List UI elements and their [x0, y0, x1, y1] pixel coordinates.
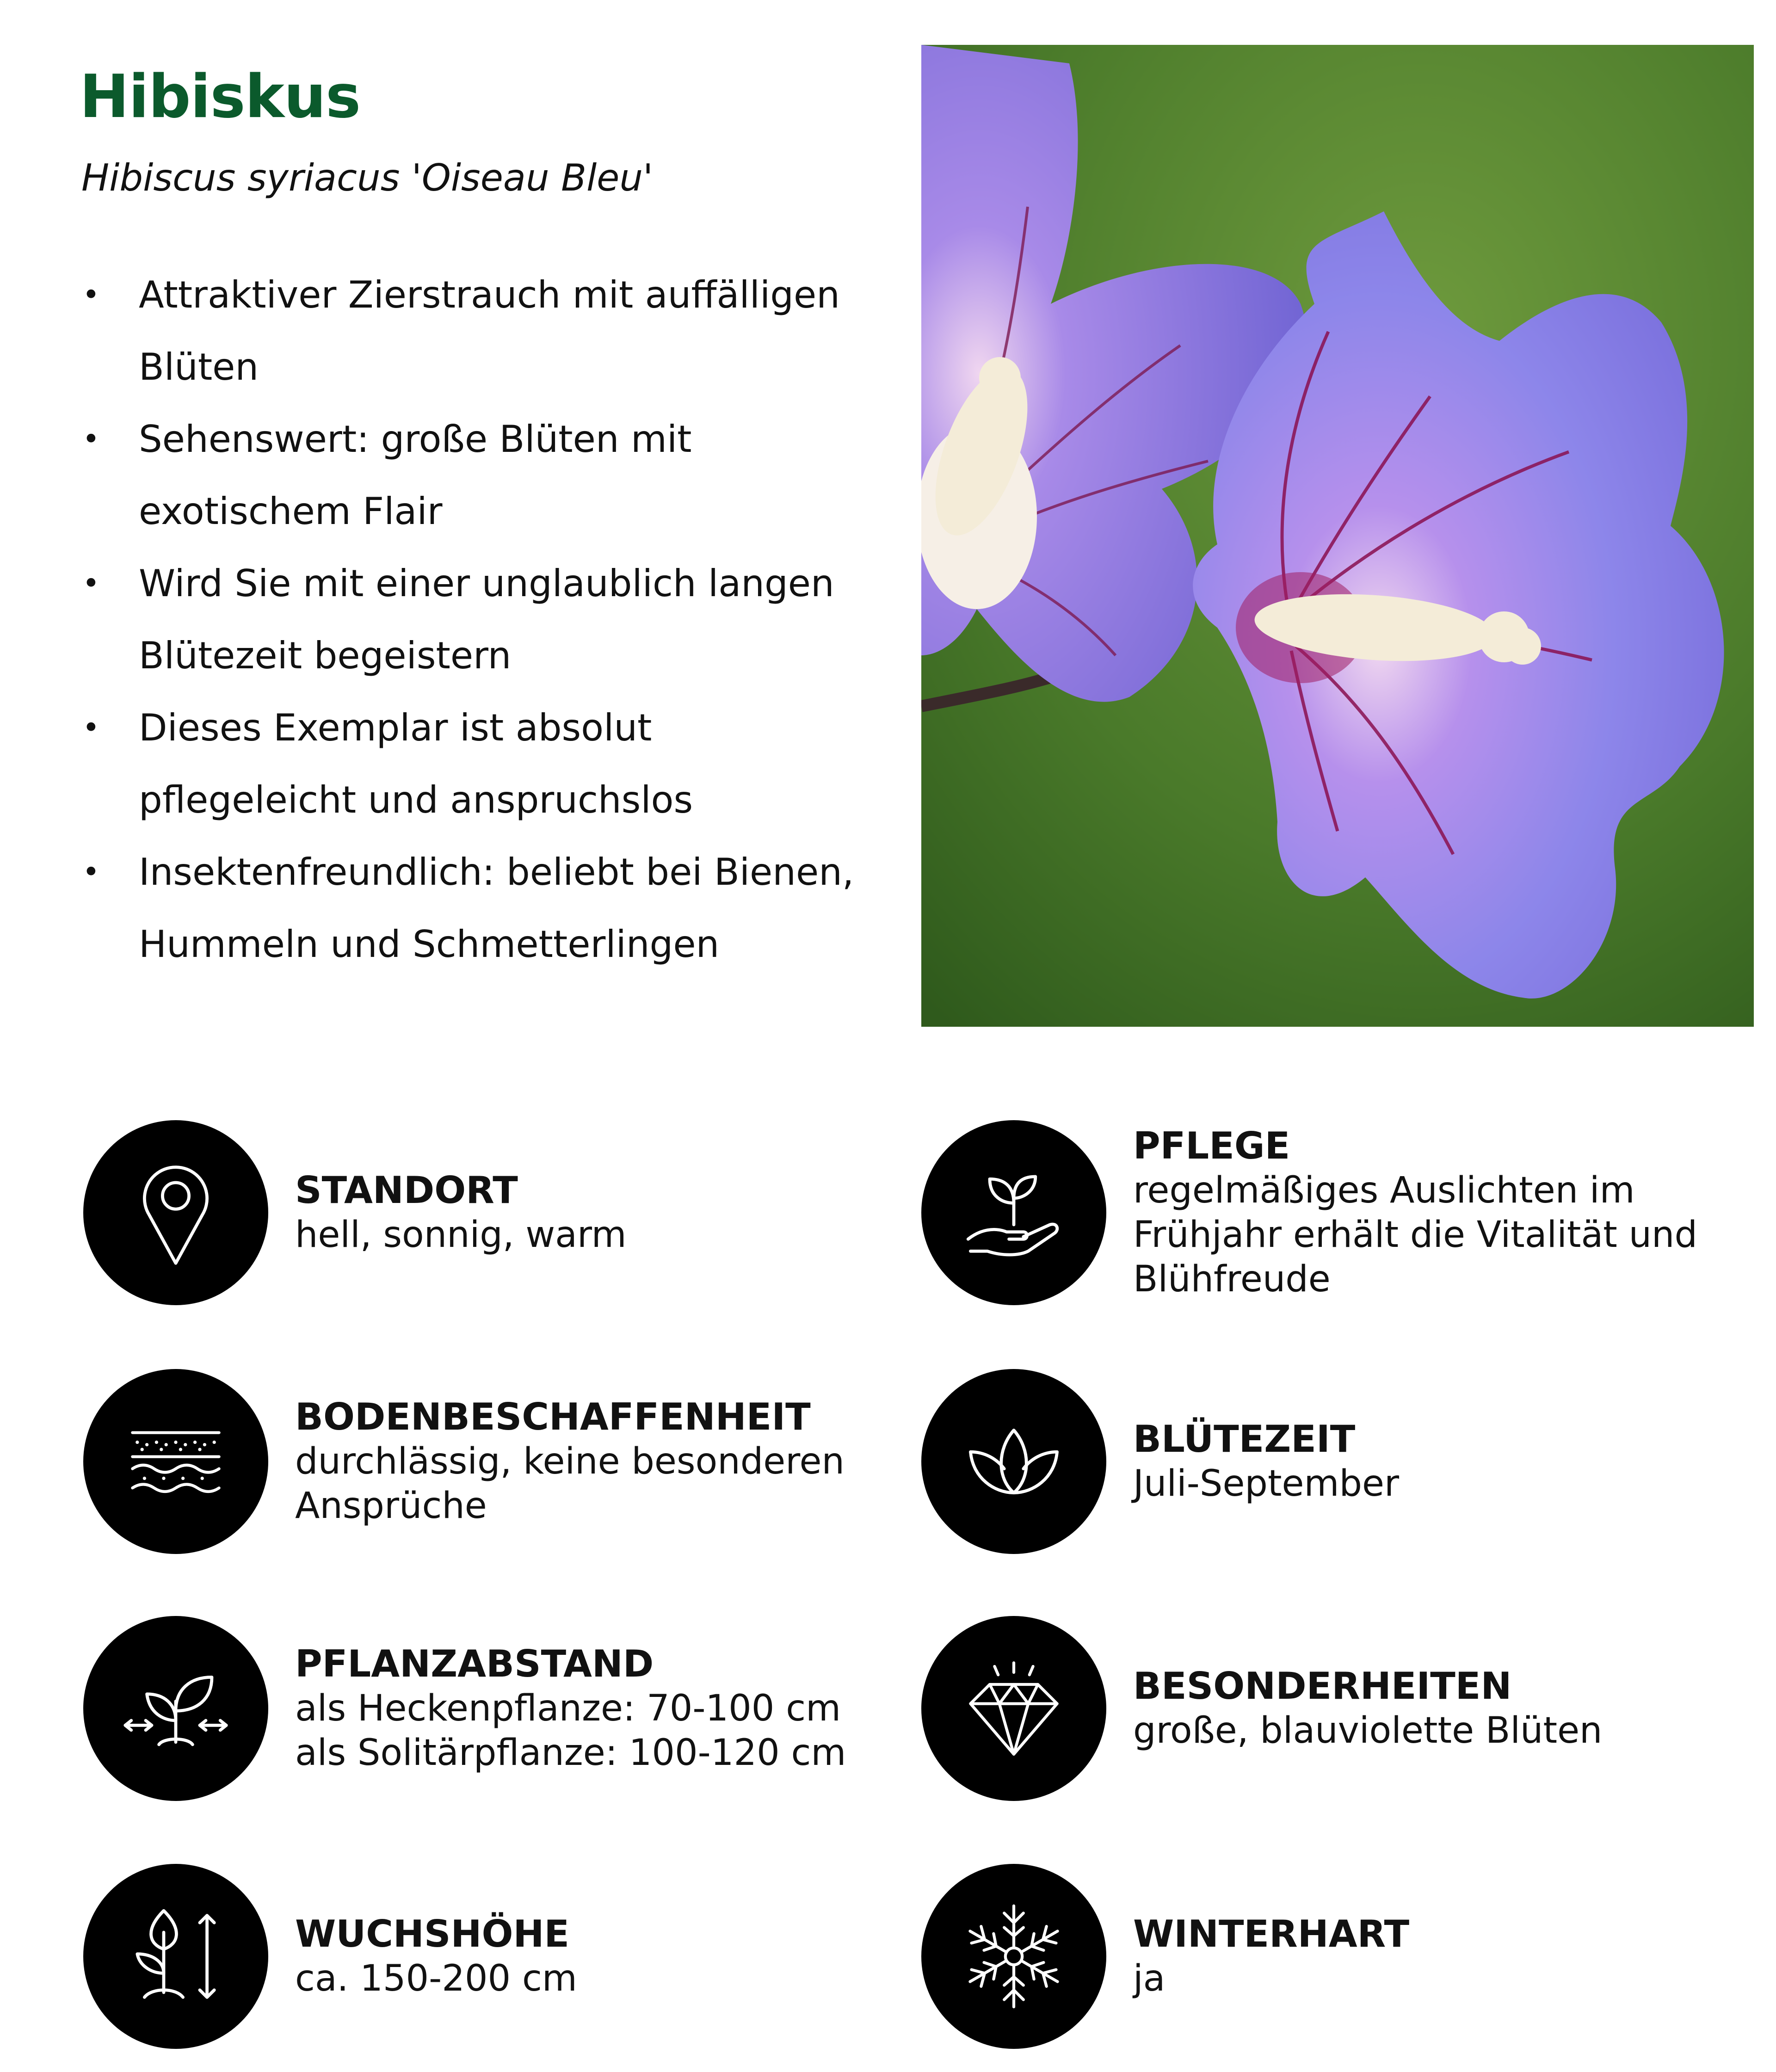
- feature-value: hell, sonnig, warm: [295, 1214, 627, 1256]
- hibiscus-flower-image: [921, 45, 1754, 1027]
- feature-value-solitary: als Solitärpflanze: 100-120 cm: [295, 1732, 846, 1774]
- bullet-item: • Insektenfreundlich: beliebt bei Bienen, Hummeln und Schmetterlingen: [79, 836, 865, 980]
- product-title: Hibiskus: [80, 62, 361, 131]
- feature-heading: BESONDERHEITEN: [1133, 1665, 1512, 1708]
- seedling-hand-icon: [921, 1120, 1106, 1305]
- feature-bodenbeschaffenheit: [83, 1369, 906, 1554]
- feature-besonderheiten: [921, 1616, 1745, 1801]
- snowflake-icon: [921, 1864, 1106, 2049]
- feature-winterhart: [921, 1864, 1745, 2049]
- feature-wuchshoehe: [83, 1864, 906, 2049]
- hibiscus-photo: [921, 45, 1754, 1027]
- feature-bluetezeit: [921, 1369, 1745, 1554]
- soil-layers-icon: [83, 1369, 268, 1554]
- feature-value: durchlässig, keine besonderen Ansprüche: [295, 1441, 845, 1527]
- diamond-icon: [921, 1616, 1106, 1801]
- feature-bullet-list: [79, 259, 865, 980]
- bullet-item: • Sehenswert: große Blüten mit exotischem Flair: [79, 403, 865, 548]
- feature-heading: PFLEGE: [1133, 1124, 1290, 1167]
- bullet-item: • Attraktiver Zierstrauch mit auffälligen Blüten: [79, 259, 865, 403]
- feature-standort: [83, 1120, 906, 1305]
- location-pin-icon: [83, 1120, 268, 1305]
- feature-value: ja: [1133, 1958, 1166, 1999]
- feature-value: regelmäßiges Auslichten im Frühjahr erhält die Vitalität und Blühfreude: [1133, 1170, 1698, 1300]
- feature-heading: WUCHSHÖHE: [295, 1912, 570, 1955]
- feature-value: große, blauviolette Blüten: [1133, 1710, 1603, 1751]
- feature-value: ca. 150-200 cm: [295, 1958, 577, 1999]
- feature-heading: WINTERHART: [1133, 1912, 1410, 1955]
- feature-value: Juli-September: [1133, 1463, 1400, 1505]
- bullet-item: • Dieses Exemplar ist absolut pflegeleicht und anspruchslos: [79, 692, 865, 836]
- feature-pflanzabstand: [83, 1616, 906, 1801]
- feature-heading: PFLANZABSTAND: [295, 1642, 654, 1685]
- feature-heading: STANDORT: [295, 1169, 518, 1212]
- plant-spacing-icon: [83, 1616, 268, 1801]
- feature-value-hedge: als Heckenpflanze: 70-100 cm: [295, 1688, 841, 1729]
- feature-pflege: [921, 1120, 1745, 1305]
- lotus-flower-icon: [921, 1369, 1106, 1554]
- feature-heading: BLÜTEZEIT: [1133, 1418, 1356, 1461]
- bullet-item: • Wird Sie mit einer unglaublich langen Blütezeit begeistern: [79, 548, 865, 692]
- plant-height-icon: [83, 1864, 268, 2049]
- botanical-name: Hibiscus syriacus 'Oiseau Bleu': [81, 156, 654, 199]
- feature-heading: BODENBESCHAFFENHEIT: [295, 1395, 811, 1438]
